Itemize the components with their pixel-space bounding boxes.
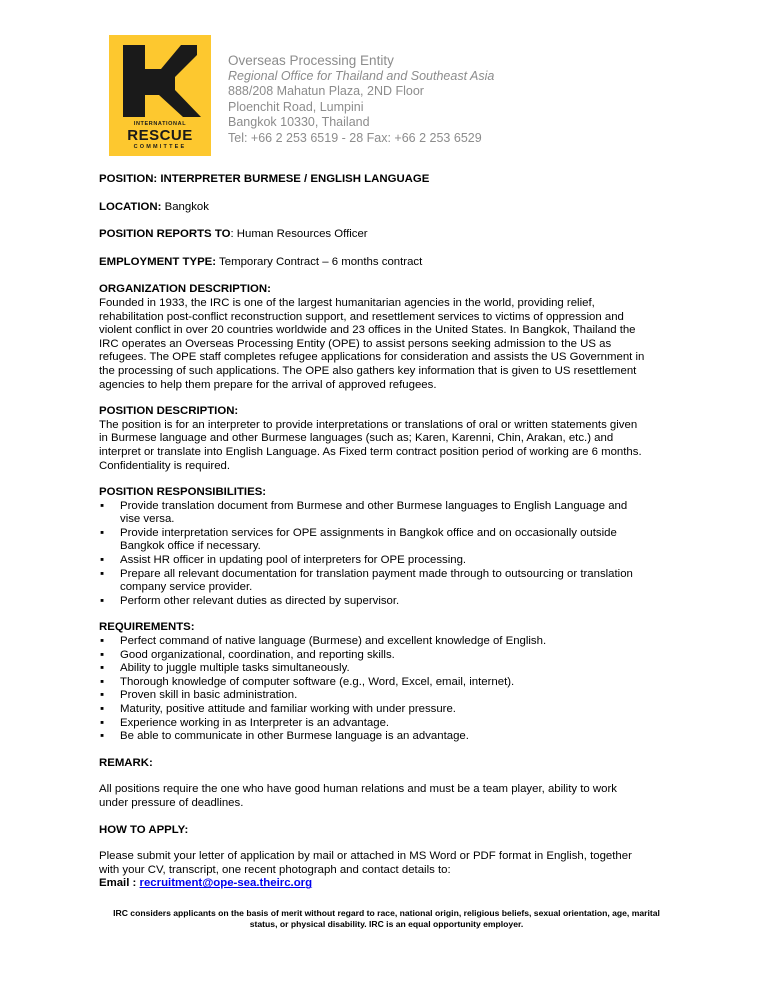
list-item	[99, 703, 674, 717]
list-item	[99, 649, 674, 663]
requirements-heading: REQUIREMENTS:	[99, 621, 195, 634]
bullet-icon: ▪	[100, 554, 105, 567]
position-title: POSITION: INTERPRETER BURMESE / ENGLISH LANGUAGE	[99, 173, 430, 185]
list-item	[99, 568, 674, 595]
job-posting-body	[99, 173, 674, 891]
eeo-footer	[99, 908, 674, 930]
footer-line-2: status, or physical disability. IRC is an equal opportunity employer.	[249, 919, 524, 929]
paragraph-line: IRC operates an Overseas Processing Entity (OPE) to assist persons seeking admission to the US as	[99, 337, 612, 350]
bullet-icon: ▪	[100, 703, 105, 715]
location-value: Bangkok	[164, 200, 209, 213]
bullet-icon: ▪	[100, 675, 105, 688]
reports-to-row	[99, 228, 674, 242]
responsibilities-list	[99, 500, 674, 609]
list-item	[99, 595, 674, 609]
bullet-icon: ▪	[100, 716, 105, 729]
employment-type-label: EMPLOYMENT TYPE:	[99, 255, 217, 268]
remark-text	[99, 783, 674, 810]
logo-text-international: INTERNATIONAL	[133, 121, 187, 127]
paragraph-line: Confidentiality is required.	[99, 459, 231, 472]
paragraph-line: with your CV, transcript, one recent photograph and contact details to:	[99, 863, 451, 876]
org-description-heading: ORGANIZATION DESCRIPTION:	[99, 283, 271, 296]
paragraph-line: The position is for an interpreter to provide interpretations or translations of oral or written statements given	[99, 418, 638, 431]
reports-to-label: POSITION REPORTS TO	[99, 228, 231, 241]
how-to-apply-heading: HOW TO APPLY:	[99, 823, 189, 836]
list-item-text: Proven skill in basic administration.	[120, 689, 298, 702]
responsibilities-heading: POSITION RESPONSIBILITIES:	[99, 486, 267, 499]
list-item-text: company service provider.	[120, 581, 253, 594]
paragraph-line: violent conflict in over 20 countries worldwide and 23 offices in the United States. In Bangkok, Thailand the	[99, 324, 636, 337]
employment-type-value: Temporary Contract – 6 months contract	[219, 255, 423, 268]
paragraph-line: under pressure of deadlines.	[99, 796, 244, 809]
list-item-text: Experience working in as Interpreter is an advantage.	[120, 716, 390, 729]
org-description-text	[99, 297, 674, 392]
list-item	[99, 527, 674, 554]
list-item-text: Good organizational, coordination, and reporting skills.	[120, 648, 395, 661]
location-label: LOCATION:	[99, 200, 162, 213]
position-description-heading: POSITION DESCRIPTION:	[99, 405, 239, 418]
address-line-2: Ploenchit Road, Lumpini	[228, 99, 364, 114]
list-item-text: Perfect command of native language (Burmese) and excellent knowledge of English.	[120, 635, 547, 648]
email-label: Email :	[99, 877, 137, 890]
address-line-1: 888/208 Mahatun Plaza, 2ND Floor	[228, 84, 424, 98]
list-item	[99, 635, 674, 649]
list-item-text: Perform other relevant duties as directed by supervisor.	[120, 594, 400, 607]
email-link[interactable]: recruitment@ope-sea.theirc.org	[139, 877, 313, 890]
list-item	[99, 554, 674, 568]
org-name: Overseas Processing Entity	[228, 53, 394, 68]
paragraph-line: agencies to help them prepare for the arrival of approved refugees.	[99, 378, 437, 391]
employment-type-row	[99, 256, 674, 270]
logo-text-rescue: RESCUE	[127, 127, 193, 144]
list-item-text: Thorough knowledge of computer software (e.g., Word, Excel, email, internet).	[120, 675, 515, 688]
bullet-icon: ▪	[100, 648, 105, 661]
list-item-text: Be able to communicate in other Burmese language is an advantage.	[120, 730, 469, 743]
list-item-text: Ability to juggle multiple tasks simultaneously.	[120, 662, 350, 675]
paragraph-line: Please submit your letter of application by mail or attached in MS Word or PDF format in English, together	[99, 850, 632, 863]
list-item-text: Prepare all relevant documentation for translation payment made through to outsourcing or translation	[120, 567, 633, 580]
logo-text-committee: COMMITTEE	[133, 144, 187, 150]
email-row	[99, 877, 674, 891]
paragraph-line: All positions require the one who have good human relations and must be a team player, ability to work	[99, 783, 617, 796]
list-item-text: vise versa.	[120, 513, 175, 526]
region-office: Regional Office for Thailand and Southeast Asia	[228, 68, 495, 83]
bullet-icon: ▪	[100, 662, 105, 675]
bullet-icon: ▪	[100, 567, 105, 580]
paragraph-line: Founded in 1933, the IRC is one of the largest humanitarian agencies in the world, providing relief,	[99, 296, 595, 309]
bullet-icon: ▪	[100, 594, 105, 607]
list-item	[99, 717, 674, 731]
address-line-3: Bangkok 10330, Thailand	[228, 115, 370, 129]
requirements-list	[99, 635, 674, 744]
irc-logo	[109, 35, 211, 156]
paragraph-line: in Burmese language and other Burmese languages (such as; Karen, Karenni, Chin, Arakan, etc.) and	[99, 432, 614, 445]
bullet-icon: ▪	[100, 499, 105, 512]
how-to-apply-text	[99, 850, 674, 891]
list-item-text: Provide interpretation services for OPE assignments in Bangkok office and on occasionally outside	[120, 526, 617, 539]
bullet-icon: ▪	[100, 526, 105, 539]
phone-fax-line: Tel: +66 2 253 6519 - 28 Fax: +66 2 253 6529	[228, 130, 482, 145]
position-description-text	[99, 419, 674, 473]
list-item-text: Provide translation document from Burmese and other Burmese languages to English Language and	[120, 499, 628, 512]
paragraph-line: the processing of such applications. The OPE also gathers key information that is given to US resettlement	[99, 364, 637, 377]
list-item	[99, 676, 674, 690]
bullet-icon: ▪	[100, 730, 105, 743]
bullet-icon: ▪	[100, 689, 105, 702]
list-item-text: Bangkok office if necessary.	[120, 540, 261, 553]
footer-line-1: IRC considers applicants on the basis of merit without regard to race, national origin, religious beliefs, sexual orientation, age, marital	[113, 908, 660, 918]
bullet-icon: ▪	[100, 635, 105, 648]
list-item-text: Maturity, positive attitude and familiar working with under pressure.	[120, 703, 456, 715]
letterhead-address	[228, 53, 494, 146]
list-item-text: Assist HR officer in updating pool of interpreters for OPE processing.	[120, 554, 467, 567]
list-item	[99, 689, 674, 703]
paragraph-line: rehabilitation post-conflict reconstruction support, and resettlement services to victims of oppression and	[99, 310, 624, 323]
list-item	[99, 730, 674, 744]
paragraph-line: refugees. The OPE staff completes refugee applications for consideration and assists the US Government in	[99, 351, 645, 364]
irc-r-mark-icon	[109, 35, 211, 121]
reports-to-value: : Human Resources Officer	[230, 228, 368, 241]
list-item	[99, 500, 674, 527]
remark-heading: REMARK:	[99, 756, 153, 769]
paragraph-line: interpret or translate into English Language. As Fixed term contract position period of working are 6 months.	[99, 445, 642, 458]
list-item	[99, 662, 674, 676]
location-row	[99, 201, 674, 215]
